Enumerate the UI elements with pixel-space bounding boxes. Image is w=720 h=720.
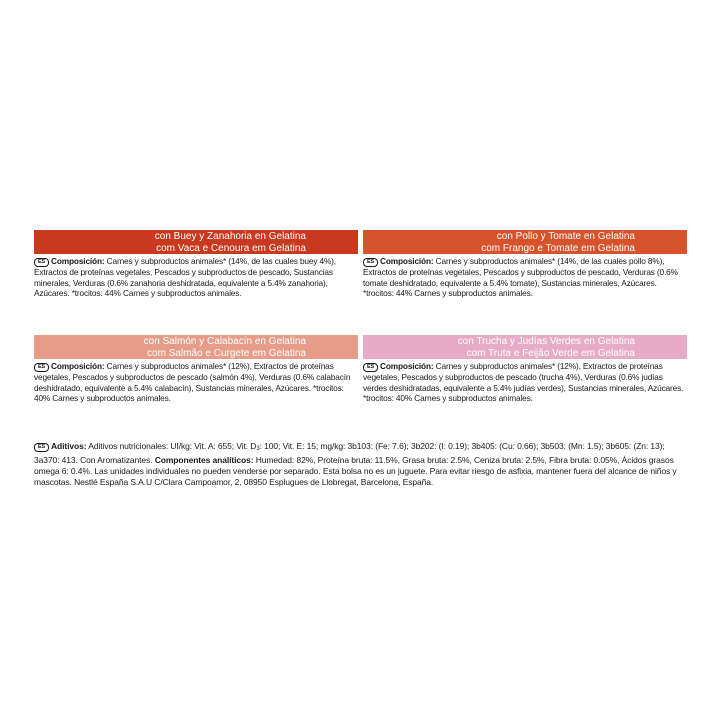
product-block-salmon-zucchini <box>34 335 358 404</box>
product-block-trout-greenbeans <box>363 335 687 404</box>
product-block-chicken-tomato <box>363 230 687 299</box>
title-band <box>34 335 358 359</box>
lang-badge-icon: ES <box>34 443 49 452</box>
composition-label: Composición: <box>380 256 434 266</box>
lang-badge-icon: ES <box>363 258 378 267</box>
composition-value: Carnes y subproductos animales* (14%, de las cuales buey 4%), Extractos de proteínas vegetales, Pescados y subproductos de pescado, Sustancias minerales, Verduras (0.6% zanahoria deshidratada, equivalente a 5.4% zanahoria), Azúcares. *trocitos: 44% Carnes y subproductos animales. <box>34 256 336 299</box>
composition-text <box>363 361 687 404</box>
additives-text-a: Aditivos nutricionales: UI/kg: Vit. A: 655; Vit. D <box>88 441 257 451</box>
composition-text <box>363 256 687 299</box>
composition-label: Composición: <box>51 361 105 371</box>
additives-label: Aditivos: <box>51 441 87 451</box>
components-label: Componentes analíticos: <box>154 455 254 466</box>
lang-badge-icon: ES <box>34 258 49 267</box>
title-band <box>363 335 687 359</box>
title-band <box>34 230 358 254</box>
subscript-3: 3 <box>256 446 260 452</box>
composition-value: Carnes y subproductos animales* (12%), Extractos de proteínas vegetales, Pescados y subproductos de pescado (salmón 4%), Verduras (0.6% calabacín deshidratado, equivalente a 5.4% calabacín), Sustancias minerales, Azúcares. *trocitos: 40% Carnes y subproductos animales. <box>34 361 351 404</box>
composition-label: Composición: <box>51 256 105 266</box>
composition-value: Carnes y subproductos animales* (14%, de las cuales pollo 8%), Extractos de proteínas vegetales, Pescados y subproductos de pescado, Verduras (0.6% tomate deshidratado, equivalente a 5.4% tomate), Sustancias minerales, Azúcares. *trocitos: 44% Carnes y subproductos animales. <box>363 256 678 299</box>
title-es: con Pollo y Tomate en Gelatina <box>496 231 635 242</box>
title-es: con Salmón y Calabacín en Gelatina <box>143 336 306 347</box>
product-block-beef-carrot <box>34 230 358 299</box>
title-pt: com Frango e Tomate em Gelatina <box>481 242 635 254</box>
title-pt: com Truta e Feijão Verde em Gelatina <box>466 347 635 359</box>
components-text: Humedad: 82%, Proteína bruta: 11.5%, Grasa bruta: 2.5%, Ceniza bruta: 2.5%, Fibra bruta: 0.05%, Ácidos grasos omega 6: 0.4%. Las unidades individuales no pueden venderse por separado. Esta bolsa no es un juguete. Para evitar riesgo de asfixia, mantener fuera del alcance de niños y mascotas. Nestlé España S.A.U C/Clara Campoamor, 2, 08950 Esplugues de Llobregat, Barcelona, España. <box>34 455 677 488</box>
title-es: con Trucha y Judías Verdes en Gelatina <box>457 336 635 347</box>
lang-badge-icon: ES <box>34 363 49 372</box>
title-band <box>363 230 687 254</box>
lang-badge-icon: ES <box>363 363 378 372</box>
additives-section <box>34 441 688 488</box>
composition-label: Composición: <box>380 361 434 371</box>
title-pt: com Vaca e Cenoura em Gelatina <box>156 242 306 254</box>
composition-text <box>34 256 358 299</box>
composition-value: Carnes y subproductos animales* (12%), Extractos de proteínas vegetales, Pescados y subproductos de pescado (trucha 4%), Verduras (0.6% judías verdes deshidratadas, equivalente a 5.4% judías verdes), Sustancias minerales, Azúcares. *trocitos: 40% Carnes y subproductos animales. <box>363 361 684 404</box>
additives-text-b: : 100; Vit. E: 15; mg/kg: 3b103: (Fe: 7.6); 3b202: (I: 0.19); 3b405: (Cu: 0.66); 3b503: (Mn: 1.5); 3b605: (Zn: 13); 3a370: 413. Con Aromatizantes. <box>34 441 665 466</box>
title-pt: com Salmão e Curgete em Gelatina <box>147 347 306 359</box>
composition-text <box>34 361 358 404</box>
title-es: con Buey y Zanahoria en Gelatina <box>154 231 306 242</box>
